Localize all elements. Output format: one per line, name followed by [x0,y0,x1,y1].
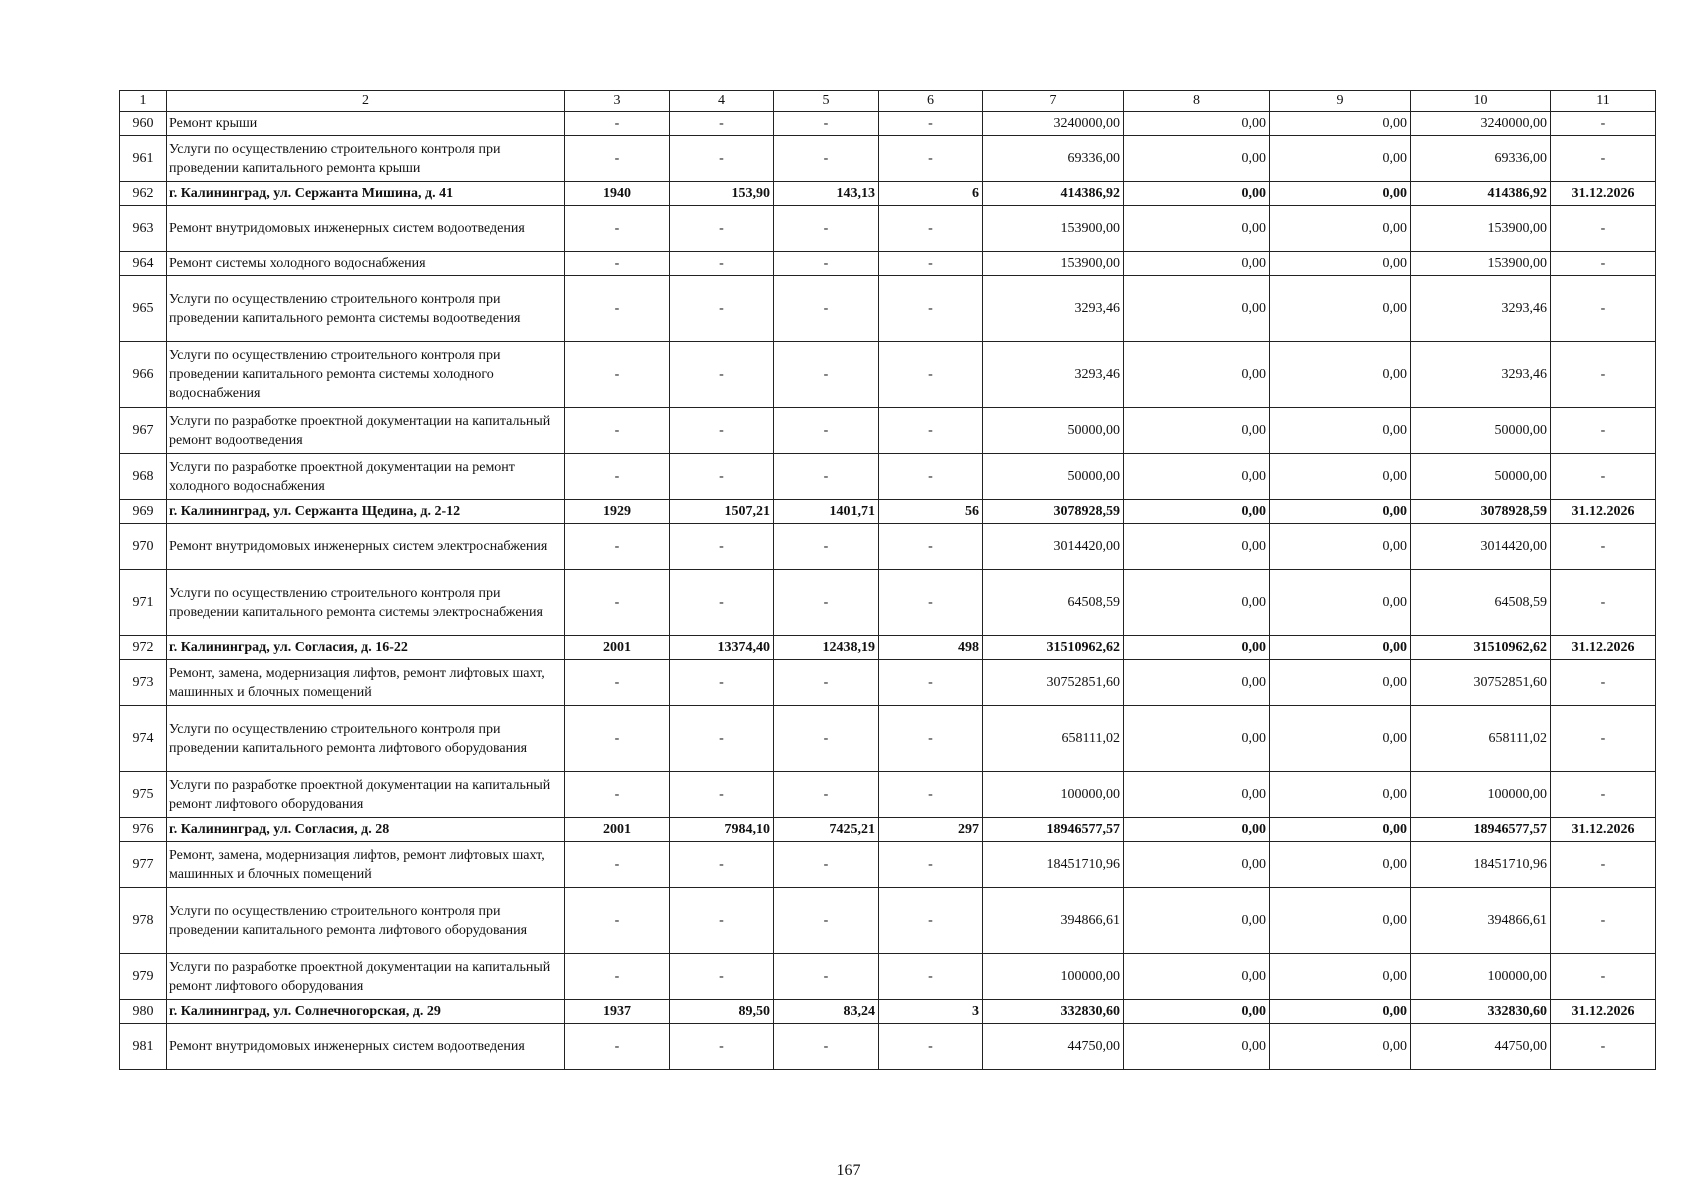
residents-count: - [879,112,983,136]
column-header: 1 [120,91,167,112]
build-year: 2001 [565,818,670,842]
column-header: 8 [1124,91,1270,112]
total-area: - [670,342,774,408]
total-cost: 332830,60 [983,1000,1124,1024]
build-year: - [565,706,670,772]
row-name: Ремонт крыши [167,112,565,136]
row-number: 969 [120,500,167,524]
build-year: - [565,842,670,888]
total-cost: 44750,00 [983,1024,1124,1070]
fund-cost: 0,00 [1124,706,1270,772]
fund-cost: 0,00 [1124,842,1270,888]
table-row [120,342,1656,408]
owners-cost: 394866,61 [1411,888,1551,954]
owners-cost: 31510962,62 [1411,636,1551,660]
row-number: 977 [120,842,167,888]
row-name: Услуги по разработке проектной документации на ремонт холодного водоснабжения [167,454,565,500]
total-cost: 69336,00 [983,136,1124,182]
total-cost: 100000,00 [983,954,1124,1000]
living-area: - [774,888,879,954]
budget-cost: 0,00 [1270,342,1411,408]
budget-cost: 0,00 [1270,818,1411,842]
total-area: - [670,454,774,500]
total-area: 89,50 [670,1000,774,1024]
living-area: 1401,71 [774,500,879,524]
owners-cost: 64508,59 [1411,570,1551,636]
deadline-date: - [1551,112,1656,136]
budget-cost: 0,00 [1270,524,1411,570]
build-year: - [565,524,670,570]
living-area: - [774,408,879,454]
column-header: 9 [1270,91,1411,112]
total-area: - [670,1024,774,1070]
build-year: - [565,112,670,136]
living-area: - [774,112,879,136]
build-year: - [565,954,670,1000]
fund-cost: 0,00 [1124,454,1270,500]
table-body [120,112,1656,1070]
living-area: - [774,570,879,636]
total-area: - [670,252,774,276]
table-row [120,706,1656,772]
residents-count: - [879,206,983,252]
deadline-date: 31.12.2026 [1551,636,1656,660]
total-cost: 414386,92 [983,182,1124,206]
build-year: 1929 [565,500,670,524]
deadline-date: 31.12.2026 [1551,500,1656,524]
row-number: 968 [120,454,167,500]
deadline-date: - [1551,524,1656,570]
budget-cost: 0,00 [1270,1000,1411,1024]
residents-count: 498 [879,636,983,660]
row-number: 971 [120,570,167,636]
residents-count: - [879,660,983,706]
owners-cost: 18451710,96 [1411,842,1551,888]
owners-cost: 3078928,59 [1411,500,1551,524]
row-number: 974 [120,706,167,772]
total-cost: 3293,46 [983,276,1124,342]
residents-count: 297 [879,818,983,842]
residents-count: - [879,842,983,888]
budget-cost: 0,00 [1270,954,1411,1000]
row-number: 981 [120,1024,167,1070]
fund-cost: 0,00 [1124,818,1270,842]
total-cost: 394866,61 [983,888,1124,954]
budget-cost: 0,00 [1270,772,1411,818]
row-number: 963 [120,206,167,252]
residents-count: - [879,954,983,1000]
budget-cost: 0,00 [1270,112,1411,136]
row-number: 970 [120,524,167,570]
row-number: 973 [120,660,167,706]
residents-count: - [879,524,983,570]
total-area: - [670,772,774,818]
build-year: - [565,252,670,276]
living-area: - [774,454,879,500]
total-area: - [670,206,774,252]
deadline-date: - [1551,408,1656,454]
fund-cost: 0,00 [1124,342,1270,408]
fund-cost: 0,00 [1124,1024,1270,1070]
row-name: г. Калининград, ул. Согласия, д. 28 [167,818,565,842]
column-header: 7 [983,91,1124,112]
row-number: 967 [120,408,167,454]
column-number-header [120,91,1656,112]
address-row [120,818,1656,842]
table-row [120,454,1656,500]
living-area: 12438,19 [774,636,879,660]
total-cost: 153900,00 [983,252,1124,276]
deadline-date: - [1551,252,1656,276]
row-number: 976 [120,818,167,842]
row-name: г. Калининград, ул. Солнечногорская, д. 29 [167,1000,565,1024]
fund-cost: 0,00 [1124,500,1270,524]
build-year: - [565,408,670,454]
total-cost: 18946577,57 [983,818,1124,842]
total-area: - [670,842,774,888]
fund-cost: 0,00 [1124,136,1270,182]
total-cost: 64508,59 [983,570,1124,636]
budget-cost: 0,00 [1270,182,1411,206]
deadline-date: 31.12.2026 [1551,818,1656,842]
address-row [120,1000,1656,1024]
build-year: 2001 [565,636,670,660]
total-cost: 3240000,00 [983,112,1124,136]
deadline-date: - [1551,276,1656,342]
build-year: - [565,660,670,706]
budget-cost: 0,00 [1270,1024,1411,1070]
budget-cost: 0,00 [1270,252,1411,276]
total-cost: 100000,00 [983,772,1124,818]
table-row [120,660,1656,706]
total-cost: 658111,02 [983,706,1124,772]
build-year: - [565,206,670,252]
budget-cost: 0,00 [1270,888,1411,954]
build-year: - [565,342,670,408]
column-header: 4 [670,91,774,112]
living-area: 143,13 [774,182,879,206]
fund-cost: 0,00 [1124,182,1270,206]
build-year: 1940 [565,182,670,206]
residents-count: 3 [879,1000,983,1024]
table-row [120,252,1656,276]
fund-cost: 0,00 [1124,112,1270,136]
row-name: г. Калининград, ул. Сержанта Мишина, д. 41 [167,182,565,206]
living-area: - [774,772,879,818]
fund-cost: 0,00 [1124,888,1270,954]
total-area: 13374,40 [670,636,774,660]
residents-count: - [879,408,983,454]
total-cost: 50000,00 [983,408,1124,454]
owners-cost: 100000,00 [1411,954,1551,1000]
address-row [120,182,1656,206]
owners-cost: 30752851,60 [1411,660,1551,706]
owners-cost: 658111,02 [1411,706,1551,772]
budget-cost: 0,00 [1270,276,1411,342]
deadline-date: - [1551,206,1656,252]
row-name: Услуги по осуществлению строительного контроля при проведении капитального ремонта системы водоотведения [167,276,565,342]
fund-cost: 0,00 [1124,570,1270,636]
deadline-date: - [1551,660,1656,706]
total-cost: 3014420,00 [983,524,1124,570]
owners-cost: 50000,00 [1411,408,1551,454]
column-header: 2 [167,91,565,112]
row-number: 966 [120,342,167,408]
total-area: - [670,888,774,954]
living-area: - [774,1024,879,1070]
living-area: - [774,342,879,408]
table-row [120,276,1656,342]
header-row [120,91,1656,112]
living-area: - [774,206,879,252]
total-area: - [670,408,774,454]
row-number: 961 [120,136,167,182]
fund-cost: 0,00 [1124,206,1270,252]
fund-cost: 0,00 [1124,636,1270,660]
total-area: - [670,112,774,136]
table-row [120,954,1656,1000]
row-name: Услуги по разработке проектной документации на капитальный ремонт лифтового оборудования [167,772,565,818]
total-area: - [670,570,774,636]
row-name: Услуги по разработке проектной документации на капитальный ремонт водоотведения [167,408,565,454]
build-year: - [565,888,670,954]
living-area: - [774,136,879,182]
table-row [120,136,1656,182]
table-row [120,408,1656,454]
table-row [120,842,1656,888]
column-header: 10 [1411,91,1551,112]
deadline-date: - [1551,772,1656,818]
build-year: - [565,570,670,636]
fund-cost: 0,00 [1124,276,1270,342]
row-number: 980 [120,1000,167,1024]
owners-cost: 3293,46 [1411,342,1551,408]
total-area: - [670,276,774,342]
total-cost: 3293,46 [983,342,1124,408]
total-area: 1507,21 [670,500,774,524]
budget-cost: 0,00 [1270,842,1411,888]
deadline-date: 31.12.2026 [1551,1000,1656,1024]
total-cost: 31510962,62 [983,636,1124,660]
build-year: - [565,136,670,182]
living-area: - [774,524,879,570]
row-name: Ремонт, замена, модернизация лифтов, ремонт лифтовых шахт, машинных и блочных помещений [167,660,565,706]
column-header: 5 [774,91,879,112]
living-area: - [774,706,879,772]
row-name: Ремонт системы холодного водоснабжения [167,252,565,276]
total-area: - [670,954,774,1000]
capital-repair-table [119,90,1656,1070]
owners-cost: 100000,00 [1411,772,1551,818]
owners-cost: 18946577,57 [1411,818,1551,842]
total-cost: 153900,00 [983,206,1124,252]
residents-count: 6 [879,182,983,206]
fund-cost: 0,00 [1124,524,1270,570]
living-area: - [774,252,879,276]
column-header: 3 [565,91,670,112]
budget-cost: 0,00 [1270,454,1411,500]
residents-count: - [879,276,983,342]
residents-count: - [879,570,983,636]
row-number: 975 [120,772,167,818]
owners-cost: 332830,60 [1411,1000,1551,1024]
row-number: 965 [120,276,167,342]
budget-cost: 0,00 [1270,660,1411,706]
column-header: 11 [1551,91,1656,112]
build-year: - [565,772,670,818]
owners-cost: 3240000,00 [1411,112,1551,136]
budget-cost: 0,00 [1270,636,1411,660]
living-area: 83,24 [774,1000,879,1024]
total-area: - [670,136,774,182]
row-number: 962 [120,182,167,206]
row-name: Услуги по осуществлению строительного контроля при проведении капитального ремонта крыши [167,136,565,182]
row-name: Услуги по осуществлению строительного контроля при проведении капитального ремонта лифтового оборудования [167,888,565,954]
owners-cost: 69336,00 [1411,136,1551,182]
row-name: г. Калининград, ул. Сержанта Щедина, д. 2-12 [167,500,565,524]
residents-count: - [879,252,983,276]
owners-cost: 153900,00 [1411,252,1551,276]
total-area: - [670,706,774,772]
owners-cost: 44750,00 [1411,1024,1551,1070]
total-cost: 30752851,60 [983,660,1124,706]
living-area: - [774,660,879,706]
budget-cost: 0,00 [1270,706,1411,772]
fund-cost: 0,00 [1124,252,1270,276]
owners-cost: 50000,00 [1411,454,1551,500]
owners-cost: 3293,46 [1411,276,1551,342]
fund-cost: 0,00 [1124,408,1270,454]
build-year: - [565,1024,670,1070]
total-cost: 50000,00 [983,454,1124,500]
deadline-date: - [1551,842,1656,888]
row-name: Ремонт, замена, модернизация лифтов, ремонт лифтовых шахт, машинных и блочных помещений [167,842,565,888]
total-area: 153,90 [670,182,774,206]
residents-count: - [879,1024,983,1070]
budget-cost: 0,00 [1270,408,1411,454]
fund-cost: 0,00 [1124,1000,1270,1024]
deadline-date: - [1551,454,1656,500]
deadline-date: - [1551,1024,1656,1070]
budget-cost: 0,00 [1270,136,1411,182]
deadline-date: - [1551,570,1656,636]
deadline-date: - [1551,706,1656,772]
total-cost: 3078928,59 [983,500,1124,524]
column-header: 6 [879,91,983,112]
table-row [120,206,1656,252]
row-name: г. Калининград, ул. Согласия, д. 16-22 [167,636,565,660]
table-row [120,772,1656,818]
budget-cost: 0,00 [1270,500,1411,524]
row-name: Ремонт внутридомовых инженерных систем водоотведения [167,1024,565,1070]
owners-cost: 153900,00 [1411,206,1551,252]
table-row [120,524,1656,570]
fund-cost: 0,00 [1124,660,1270,706]
deadline-date: - [1551,954,1656,1000]
build-year: - [565,276,670,342]
deadline-date: - [1551,888,1656,954]
row-number: 964 [120,252,167,276]
row-name: Услуги по разработке проектной документации на капитальный ремонт лифтового оборудования [167,954,565,1000]
residents-count: - [879,342,983,408]
budget-cost: 0,00 [1270,570,1411,636]
living-area: - [774,276,879,342]
row-number: 979 [120,954,167,1000]
living-area: - [774,954,879,1000]
total-area: - [670,524,774,570]
living-area: - [774,842,879,888]
page-number: 167 [836,1162,861,1179]
deadline-date: - [1551,342,1656,408]
row-name: Услуги по осуществлению строительного контроля при проведении капитального ремонта системы электроснабжения [167,570,565,636]
deadline-date: - [1551,136,1656,182]
total-area: - [670,660,774,706]
row-name: Услуги по осуществлению строительного контроля при проведении капитального ремонта лифтового оборудования [167,706,565,772]
residents-count: - [879,706,983,772]
row-name: Ремонт внутридомовых инженерных систем электроснабжения [167,524,565,570]
total-cost: 18451710,96 [983,842,1124,888]
row-number: 960 [120,112,167,136]
residents-count: - [879,454,983,500]
build-year: 1937 [565,1000,670,1024]
fund-cost: 0,00 [1124,772,1270,818]
table-row [120,112,1656,136]
living-area: 7425,21 [774,818,879,842]
address-row [120,500,1656,524]
residents-count: - [879,136,983,182]
address-row [120,636,1656,660]
row-number: 972 [120,636,167,660]
table-row [120,570,1656,636]
row-name: Ремонт внутридомовых инженерных систем водоотведения [167,206,565,252]
residents-count: - [879,772,983,818]
budget-cost: 0,00 [1270,206,1411,252]
residents-count: - [879,888,983,954]
deadline-date: 31.12.2026 [1551,182,1656,206]
fund-cost: 0,00 [1124,954,1270,1000]
total-area: 7984,10 [670,818,774,842]
row-number: 978 [120,888,167,954]
owners-cost: 414386,92 [1411,182,1551,206]
row-name: Услуги по осуществлению строительного контроля при проведении капитального ремонта системы холодного водоснабжения [167,342,565,408]
table-row [120,888,1656,954]
owners-cost: 3014420,00 [1411,524,1551,570]
table-row [120,1024,1656,1070]
build-year: - [565,454,670,500]
residents-count: 56 [879,500,983,524]
